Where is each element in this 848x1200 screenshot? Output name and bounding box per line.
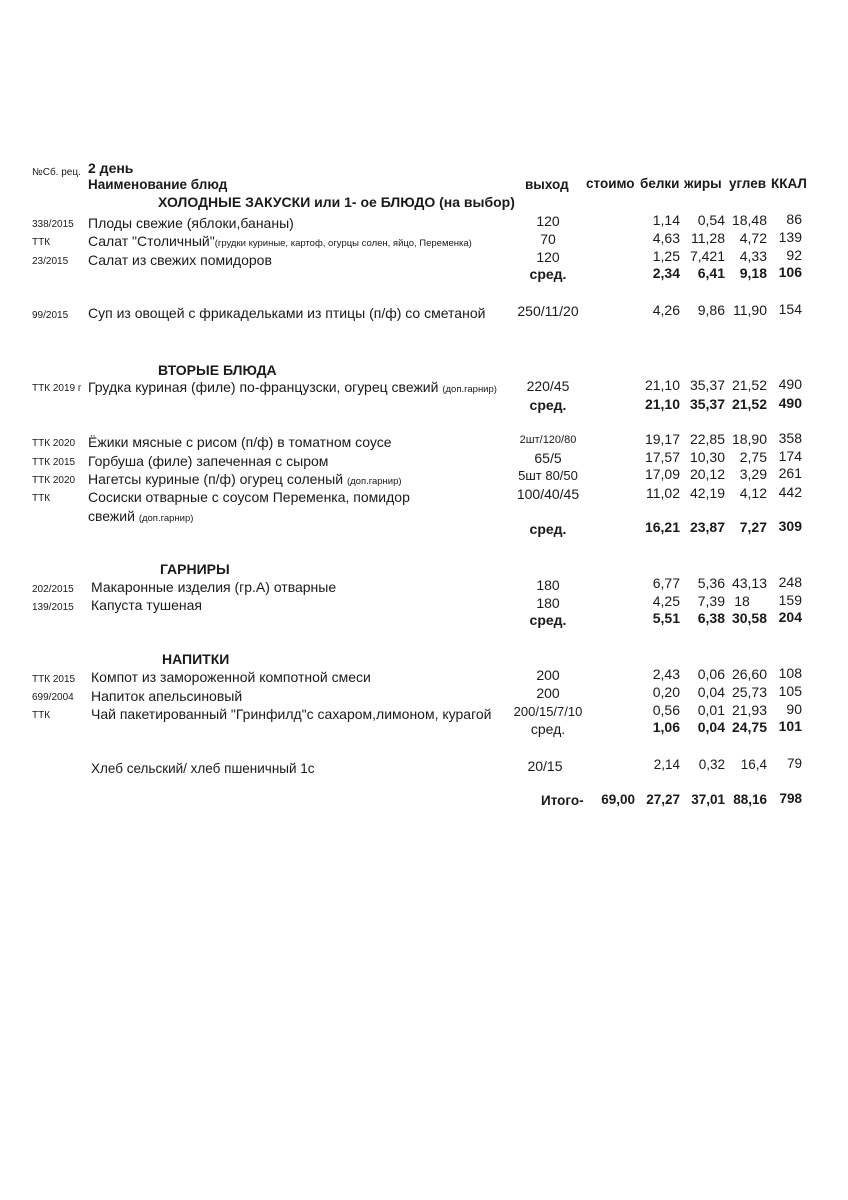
protein-column-header: белки [640, 176, 680, 191]
dish-title: Салат "Столичный" [88, 233, 215, 249]
protein: 17,09 [644, 466, 680, 482]
carbs: 16,4 [740, 757, 767, 772]
dish-name: Горбуша (филе) запеченная с сыром [88, 453, 329, 469]
carbs: 9,18 [739, 265, 767, 281]
fat: 0,04 [697, 684, 725, 700]
kcal: 108 [778, 665, 802, 681]
fat: 0,06 [697, 666, 725, 682]
dish-name-continued [88, 508, 193, 524]
kcal: 490 [778, 376, 802, 392]
total-protein: 27,27 [646, 792, 680, 807]
carbs: 21,93 [731, 702, 767, 718]
section-title-garnish: ГАРНИРЫ [160, 561, 230, 577]
fat: 22,85 [689, 431, 725, 447]
output: 220/45 [526, 378, 570, 394]
recipe-code: 202/2015 [32, 584, 74, 595]
carbs: 43,13 [731, 575, 767, 591]
name-column-header: Наименование блюд [88, 177, 228, 192]
kcal: 90 [786, 701, 802, 717]
kcal: 105 [778, 683, 802, 699]
output: 120 [536, 213, 560, 229]
total-kcal: 798 [779, 791, 802, 806]
carbs: 25,73 [731, 684, 767, 700]
recipe-code: ТТК 2015 [32, 457, 76, 468]
dish-name: Капуста тушеная [91, 597, 202, 613]
kcal-column-header: ККАЛ [771, 176, 807, 191]
output: 2шт/120/80 [519, 434, 577, 446]
protein: 2,43 [652, 666, 680, 682]
fat: 6,41 [697, 265, 725, 281]
recipe-code: ТТК 2020 [32, 475, 76, 486]
output: 200/15/7/10 [513, 704, 583, 719]
recipe-code: ТТК 2020 [32, 438, 76, 449]
section-title-cold: ХОЛОДНЫЕ ЗАКУСКИ или 1- ое БЛЮДО (на выбор) [158, 194, 515, 210]
kcal: 79 [786, 756, 802, 771]
dish-note: (доп.гарнир) [138, 513, 194, 524]
output: 120 [536, 249, 560, 265]
dish-note: (грудки куриные, картоф, огурцы солен, яйцо, Переменка) [214, 238, 472, 249]
dish-name: Ёжики мясные с рисом (п/ф) в томатном соусе [88, 434, 392, 450]
section-title-drinks: НАПИТКИ [162, 651, 230, 667]
fat-column-header: жиры [684, 176, 722, 191]
output-column-header: выход [525, 177, 569, 192]
fat: 20,12 [689, 466, 725, 482]
dish-name: Суп из овощей с фрикадельками из птицы (п/ф) со сметаной [88, 305, 486, 321]
avg-label: сред. [530, 721, 566, 737]
output: 100/40/45 [516, 486, 580, 502]
output: 200 [536, 685, 560, 701]
recipe-code: ТТК 2019 г [32, 383, 82, 394]
dish-note: (доп.гарнир) [346, 476, 402, 487]
dish-name: Хлеб сельский/ хлеб пшеничный 1с [91, 761, 315, 776]
carbs: 11,90 [733, 302, 767, 318]
output: 180 [536, 577, 560, 593]
kcal: 101 [778, 718, 802, 734]
avg-label: сред. [529, 266, 567, 282]
kcal: 490 [778, 395, 802, 411]
protein: 1,14 [652, 212, 680, 228]
dish-name [88, 379, 497, 395]
protein: 11,02 [646, 485, 680, 501]
protein: 1,06 [652, 719, 680, 735]
protein: 19,17 [644, 431, 680, 447]
protein: 2,34 [652, 265, 680, 281]
recipe-code: 99/2015 [32, 310, 69, 321]
recipe-code: ТТК [32, 493, 51, 504]
kcal: 92 [786, 247, 802, 263]
carbs: 18,48 [731, 212, 767, 228]
carbs: 4,72 [739, 230, 767, 246]
protein: 21,10 [644, 396, 680, 412]
fat: 9,86 [697, 302, 725, 318]
protein: 5,51 [652, 610, 680, 626]
protein: 4,63 [652, 230, 680, 246]
carbs-column-header: углев [729, 176, 766, 191]
dish-title: свежий [88, 508, 135, 524]
protein: 0,56 [652, 702, 680, 718]
kcal: 174 [778, 448, 802, 464]
recipe-code: 338/2015 [32, 219, 74, 230]
dish-name: Напиток апельсиновый [91, 688, 243, 704]
dish-name: Чай пакетированный "Гринфилд"с сахаром,лимоном, курагой [91, 706, 492, 722]
carbs: 21,52 [731, 396, 767, 412]
kcal: 442 [778, 484, 802, 500]
output: 180 [536, 595, 560, 611]
protein: 17,57 [644, 449, 680, 465]
dish-title: Нагетсы куриные (п/ф) огурец соленый [88, 471, 344, 487]
dish-note: (доп.гарнир) [442, 384, 497, 395]
output: 200 [536, 667, 560, 683]
kcal: 248 [778, 574, 802, 590]
carbs: 18 [734, 593, 750, 609]
kcal: 86 [786, 211, 802, 227]
fat: 42,19 [689, 485, 725, 501]
recipe-no-label: №Сб. рец. [32, 167, 81, 178]
output: 250/11/20 [517, 303, 579, 319]
recipe-code: 699/2004 [32, 692, 74, 703]
fat: 6,38 [697, 610, 725, 626]
dish-title: Грудка куриная (филе) по-французски, огурец свежий [88, 379, 439, 395]
dish-name [88, 471, 402, 487]
section-title-second: ВТОРЫЕ БЛЮДА [158, 362, 277, 378]
fat: 0,01 [697, 702, 725, 718]
total-cost: 69,00 [601, 792, 635, 807]
fat: 35,37 [689, 377, 725, 393]
recipe-code: 23/2015 [32, 256, 69, 267]
total-carbs: 88,16 [733, 792, 767, 807]
dish-name [88, 233, 472, 249]
dish-name: Компот из замороженной компотной смеси [91, 669, 371, 685]
kcal: 358 [778, 430, 802, 446]
fat: 23,87 [689, 519, 725, 535]
protein: 4,26 [652, 302, 680, 318]
carbs: 26,60 [731, 666, 767, 682]
output: 70 [540, 231, 556, 247]
carbs: 21,52 [731, 377, 767, 393]
carbs: 4,12 [739, 485, 767, 501]
fat: 0,54 [697, 212, 725, 228]
protein: 1,25 [652, 248, 680, 264]
output: 5шт 80/50 [518, 468, 578, 483]
kcal: 309 [778, 518, 802, 534]
kcal: 154 [778, 301, 802, 317]
dish-name: Салат из свежих помидоров [88, 252, 272, 268]
day-title: 2 день [88, 160, 134, 176]
protein: 2,14 [653, 757, 680, 772]
recipe-code: 139/2015 [32, 602, 74, 613]
protein: 16,21 [644, 519, 680, 535]
total-fat: 37,01 [691, 792, 725, 807]
kcal: 106 [778, 264, 802, 280]
kcal: 139 [778, 229, 802, 245]
carbs: 2,75 [739, 449, 767, 465]
recipe-code: ТТК [32, 237, 51, 248]
protein: 4,25 [652, 593, 680, 609]
kcal: 204 [778, 609, 802, 625]
dish-name: Сосиски отварные с соусом Переменка, помидор [88, 489, 410, 505]
output: 65/5 [534, 450, 562, 466]
fat: 35,37 [689, 396, 725, 412]
output: 20/15 [527, 758, 563, 774]
kcal: 159 [778, 592, 802, 608]
carbs: 30,58 [731, 610, 767, 626]
avg-label: сред. [529, 397, 567, 413]
protein: 0,20 [652, 684, 680, 700]
fat: 7,421 [689, 248, 725, 264]
dish-name: Плоды свежие (яблоки,бананы) [88, 215, 294, 231]
carbs: 3,29 [739, 466, 767, 482]
cost-column-header: стоимо [586, 176, 635, 191]
recipe-code: ТТК [32, 710, 51, 721]
fat: 11,28 [691, 230, 725, 246]
carbs: 24,75 [731, 719, 767, 735]
fat: 10,30 [689, 449, 725, 465]
protein: 21,10 [644, 377, 680, 393]
fat: 0,32 [698, 757, 725, 772]
protein: 6,77 [652, 575, 680, 591]
total-label: Итого- [541, 793, 584, 808]
carbs: 18,90 [731, 431, 767, 447]
recipe-code: ТТК 2015 [32, 674, 76, 685]
fat: 5,36 [697, 575, 725, 591]
carbs: 4,33 [739, 248, 767, 264]
avg-label: сред. [529, 521, 567, 537]
avg-label: сред. [529, 612, 567, 628]
kcal: 261 [778, 465, 802, 481]
fat: 7,39 [697, 593, 725, 609]
dish-name: Макаронные изделия (гр.А) отварные [91, 579, 337, 595]
carbs: 7,27 [739, 519, 767, 535]
fat: 0,04 [697, 719, 725, 735]
